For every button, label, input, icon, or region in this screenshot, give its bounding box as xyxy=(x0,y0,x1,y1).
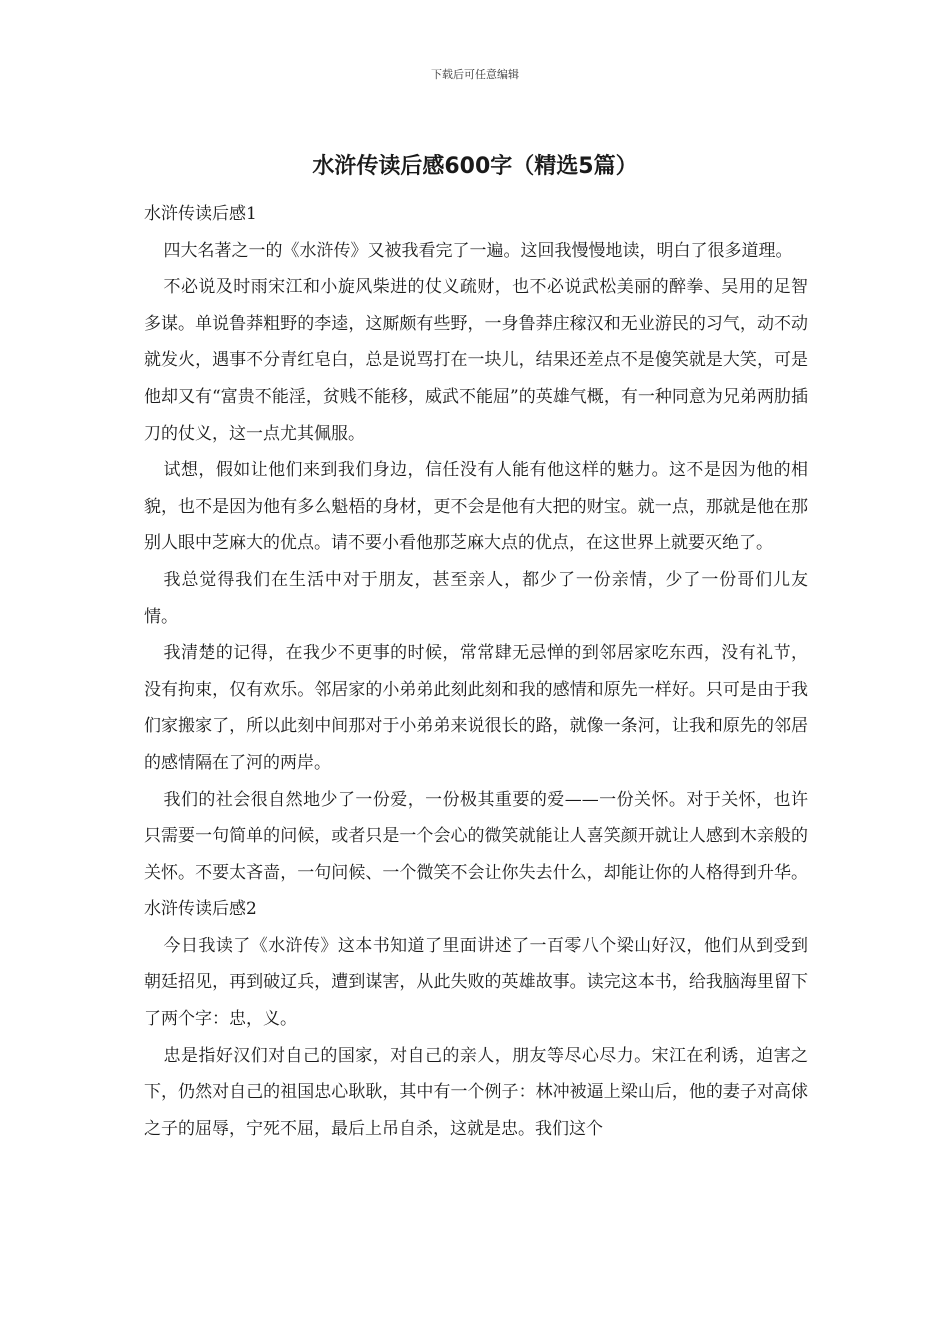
paragraph: 我们的社会很自然地少了一份爱，一份极其重要的爱——一份关怀。对于关怀，也许只需要一句简单的问候，或者只是一个会心的微笑就能让人喜笑颜开就让人感到木亲般的关怀。不要太吝啬，一句问候、一个微笑不会让你失去什么，却能让你的人格得到升华。 水浒传读后感2 xyxy=(144,789,808,920)
paragraph: 忠是指好汉们对自己的国家，对自己的亲人，朋友等尽心尽力。宋江在利诱，迫害之下，仍然对自己的祖国忠心耿耿，其中有一个例子：林冲被逼上梁山后，他的妻子对高俅之子的屈辱，宁死不屈，最后上吊自杀，这就是忠。我们这个 xyxy=(144,1045,808,1139)
header-note: 下载后可任意编辑 xyxy=(431,68,519,81)
paragraph: 不必说及时雨宋江和小旋风柴进的仗义疏财，也不必说武松美丽的醉拳、吴用的足智多谋。单说鲁莽粗野的李逵，这厮颇有些野，一身鲁莽庄稼汉和无业游民的习气，动不动就发火，遇事不分青红皂白，总是说骂打在一块儿，结果还差点不是傻笑就是大笑，可是他却又有“富贵不能淫，贫贱不能移，威武不能屈”的英雄气概，有一种同意为兄弟两肋插刀的仗义，这一点尤其佩服。 xyxy=(144,277,808,444)
document-title: 水浒传读后感600字（精选5篇） xyxy=(312,154,638,179)
paragraph: 四大名著之一的《水浒传》又被我看完了一遍。这回我慢慢地读，明白了很多道理。 xyxy=(163,240,793,261)
section-heading: 水浒传读后感1 xyxy=(144,204,257,224)
paragraph: 我总觉得我们在生活中对于朋友，甚至亲人，都少了一份亲情，少了一份哥们儿友情。 xyxy=(144,569,808,627)
document-body xyxy=(144,196,808,1147)
paragraph: 今日我读了《水浒传》这本书知道了里面讲述了一百零八个梁山好汉，他们从到受到朝廷招见，再到破辽兵，遭到谋害，从此失败的英雄故事。读完这本书，给我脑海里留下了两个字：忠，义。 xyxy=(144,935,808,1030)
paragraph: 我清楚的记得，在我少不更事的时候，常常肆无忌惮的到邻居家吃东西，没有礼节，没有拘束，仅有欢乐。邻居家的小弟弟此刻此刻和我的感情和原先一样好。只可是由于我们家搬家了，所以此刻中间那对于小弟弟来说很长的路，就像一条河，让我和原先的邻居的感情隔在了河的两岸。 xyxy=(144,643,808,773)
paragraph: 试想，假如让他们来到我们身边，信任没有人能有他这样的魅力。这不是因为他的相貌，也不是因为他有多么魁梧的身材，更不会是他有大把的财宝。就一点，那就是他在那别人眼中芝麻大的优点。请不要小看他那芝麻大点的优点，在这世界上就要灭绝了。 xyxy=(144,460,808,554)
